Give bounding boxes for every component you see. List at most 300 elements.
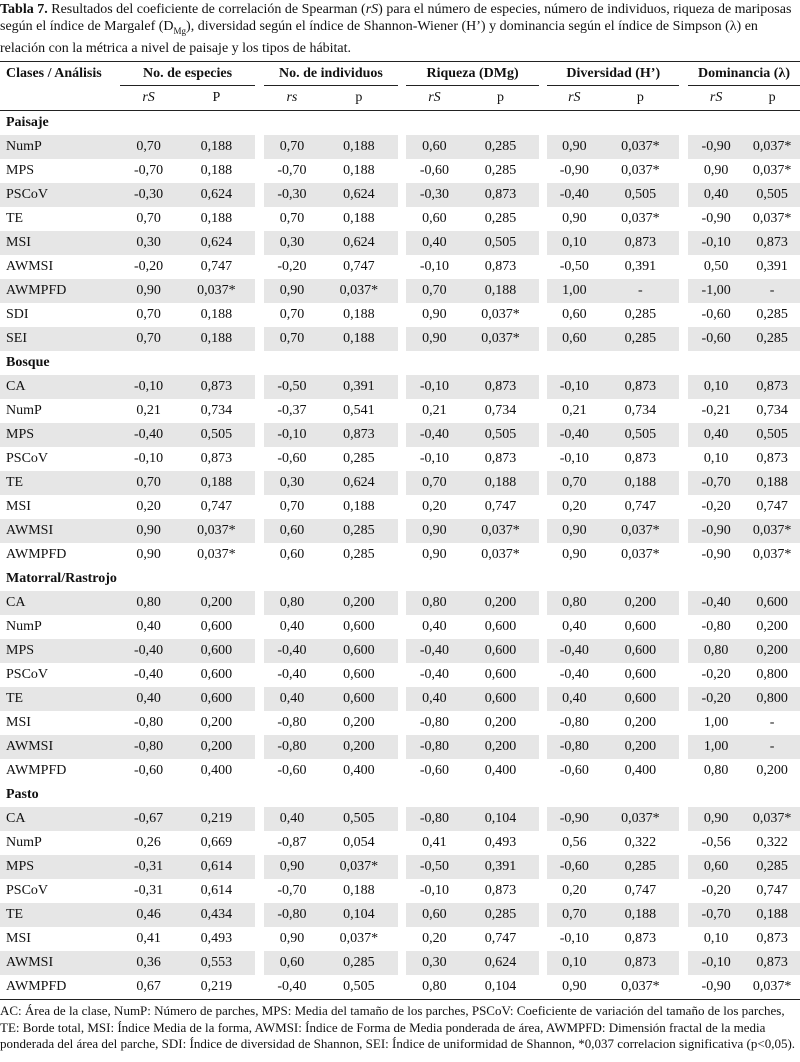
table-cell: -0,60 (419, 163, 450, 178)
table-row (0, 519, 800, 543)
table-cell: 0,20 (422, 931, 447, 946)
table-cell: -0,40 (264, 975, 320, 1000)
column-spacer (539, 135, 548, 159)
table-cell: -0,67 (120, 807, 178, 831)
table-cell: 0,747 (756, 883, 788, 898)
table-cell: 0,70 (406, 471, 462, 495)
table-cell: 0,391 (756, 259, 788, 274)
row-label: MPS (0, 423, 120, 447)
column-spacer (539, 591, 548, 615)
table-cell: 0,037* (601, 135, 679, 159)
table-row (0, 303, 800, 327)
table-cell: 0,600 (200, 619, 233, 634)
column-spacer (255, 591, 264, 615)
column-spacer (539, 615, 548, 639)
table-cell: 0,873 (601, 951, 679, 975)
column-spacer (255, 495, 264, 519)
table-cell: 0,188 (177, 471, 255, 495)
column-spacer (398, 735, 407, 759)
column-spacer (398, 183, 407, 207)
table-cell: 0,505 (320, 975, 398, 1000)
table-row (0, 279, 800, 303)
table-cell: -0,80 (406, 807, 462, 831)
table-cell: 0,70 (279, 499, 305, 514)
table-cell: 0,600 (320, 687, 398, 711)
table-cell: -0,60 (701, 307, 731, 322)
table-row (0, 879, 800, 903)
table-cell: 0,56 (562, 835, 587, 850)
table-row (0, 231, 800, 255)
table-cell: 0,037* (601, 807, 679, 831)
table-cell: 0,60 (547, 327, 601, 351)
table-cell: 0,873 (744, 951, 800, 975)
table-cell: 0,90 (136, 547, 161, 562)
column-spacer (539, 975, 548, 1000)
table-cell: -0,21 (701, 403, 731, 418)
table-cell: 0,188 (200, 307, 233, 322)
table-cell: -0,80 (701, 619, 731, 634)
row-label: TE (0, 903, 120, 927)
table-cell: 0,70 (136, 307, 161, 322)
table-cell: 0,873 (484, 259, 517, 274)
table-cell: 0,80 (406, 591, 462, 615)
column-spacer (679, 231, 688, 255)
table-cell: 0,200 (177, 735, 255, 759)
table-cell: 0,600 (177, 639, 255, 663)
row-label: MSI (6, 931, 31, 946)
table-cell: -0,10 (559, 931, 589, 946)
column-spacer (539, 399, 548, 423)
table-row (0, 207, 800, 231)
table-cell: 0,037* (752, 163, 792, 178)
table-cell: 0,10 (703, 931, 729, 946)
table-row (0, 399, 800, 423)
table-cell: 0,188 (343, 163, 375, 178)
table-cell: 0,322 (624, 835, 657, 850)
column-spacer (398, 231, 407, 255)
column-spacer (539, 231, 548, 255)
table-cell: 0,553 (177, 951, 255, 975)
table-cell: 0,41 (136, 931, 161, 946)
table-cell: 0,624 (462, 951, 538, 975)
column-spacer (679, 687, 688, 711)
column-spacer (539, 639, 548, 663)
table-cell: 0,037* (601, 519, 679, 543)
table-cell: 0,30 (120, 231, 178, 255)
column-spacer (255, 207, 264, 231)
row-label: AWMPFD (6, 763, 67, 778)
table-cell: 0,90 (422, 547, 447, 562)
column-spacer (255, 903, 264, 927)
column-spacer (539, 279, 548, 303)
table-cell: -0,90 (559, 163, 589, 178)
table-cell: -0,90 (701, 211, 731, 226)
column-spacer (398, 639, 407, 663)
table-cell: -0,70 (277, 883, 307, 898)
table-cell: 0,60 (688, 855, 744, 879)
table-cell: 0,624 (177, 183, 255, 207)
table-cell: 0,40 (279, 619, 305, 634)
column-spacer (255, 759, 264, 783)
table-cell: 0,80 (120, 591, 178, 615)
table-cell: -0,10 (264, 423, 320, 447)
table-cell: 0,285 (343, 547, 375, 562)
table-cell: 0,037* (320, 855, 398, 879)
table-cell: -0,60 (547, 855, 601, 879)
table-cell: -0,70 (688, 903, 744, 927)
table-cell: 0,26 (136, 835, 161, 850)
table-cell: -0,60 (277, 763, 307, 778)
table-cell: 0,21 (562, 403, 587, 418)
table-cell: -0,10 (419, 451, 450, 466)
table-cell: -0,40 (264, 639, 320, 663)
table-cell: 0,90 (688, 807, 744, 831)
column-spacer (255, 879, 264, 903)
column-spacer (679, 495, 688, 519)
table-cell: 0,285 (320, 951, 398, 975)
caption-text-1: Resultados del coeficiente de correlación de Spearman ( (47, 2, 366, 17)
column-spacer (398, 975, 407, 1000)
table-cell: 0,614 (177, 855, 255, 879)
table-cell: -0,40 (406, 423, 462, 447)
table-cell: 0,188 (462, 279, 538, 303)
table-cell: 0,90 (422, 307, 447, 322)
header-group-diversidad: Diversidad (H’) (547, 62, 679, 86)
table-cell: 0,60 (406, 903, 462, 927)
column-spacer (255, 639, 264, 663)
table-cell: 0,188 (744, 471, 800, 495)
table-row (0, 543, 800, 567)
table-cell: 0,037* (339, 931, 379, 946)
table-cell: 0,90 (279, 931, 305, 946)
table-cell: 0,037* (744, 975, 800, 1000)
header-group-especies: No. de especies (120, 62, 256, 86)
table-cell: 0,90 (264, 279, 320, 303)
table-cell: 0,285 (343, 451, 375, 466)
table-row (0, 663, 800, 687)
table-cell: -0,50 (264, 375, 320, 399)
table-cell: 0,600 (200, 667, 233, 682)
column-spacer (398, 159, 407, 183)
table-cell: 0,40 (264, 807, 320, 831)
table-cell: 0,285 (601, 855, 679, 879)
column-spacer (398, 687, 407, 711)
table-cell: 0,40 (688, 183, 744, 207)
table-cell: 0,734 (484, 403, 517, 418)
table-cell: 0,60 (279, 547, 305, 562)
column-spacer (539, 687, 548, 711)
table-cell: 0,200 (462, 735, 538, 759)
column-spacer (679, 855, 688, 879)
table-cell: -0,20 (134, 259, 164, 274)
table-cell: 0,747 (756, 499, 788, 514)
column-spacer (398, 471, 407, 495)
table-cell: 0,20 (136, 499, 161, 514)
table-cell: -1,00 (688, 279, 744, 303)
table-cell: 0,037* (320, 279, 398, 303)
caption-text-2: ) para el número de especies, número de individuos, riqueza de mariposas según el índice de Margalef (D (0, 2, 792, 34)
table-cell: 0,70 (264, 135, 320, 159)
row-label: AWMSI (0, 951, 120, 975)
table-row (0, 735, 800, 759)
table-cell: -0,30 (120, 183, 178, 207)
table-cell: -0,40 (277, 667, 307, 682)
column-spacer (679, 879, 688, 903)
column-spacer (255, 159, 264, 183)
header-group-individuos: No. de individuos (264, 62, 398, 86)
table-cell: 0,20 (422, 499, 447, 514)
table-cell: -0,31 (120, 855, 178, 879)
column-spacer (255, 951, 264, 975)
table-row (0, 255, 800, 279)
table-cell: 0,037* (462, 519, 538, 543)
table-cell: 0,30 (264, 471, 320, 495)
table-cell: -0,10 (688, 231, 744, 255)
column-spacer (539, 543, 548, 567)
table-cell: 0,493 (484, 835, 517, 850)
column-spacer (255, 423, 264, 447)
column-spacer (398, 423, 407, 447)
column-spacer (679, 975, 688, 1000)
table-cell: 0,40 (120, 687, 178, 711)
column-spacer (539, 711, 548, 735)
table-cell: -0,60 (277, 451, 307, 466)
column-spacer (679, 735, 688, 759)
column-spacer (255, 519, 264, 543)
column-spacer (679, 591, 688, 615)
table-cell: 0,285 (744, 855, 800, 879)
table-cell: 0,90 (120, 279, 178, 303)
column-spacer (539, 879, 548, 903)
table-cell: 0,873 (177, 375, 255, 399)
row-label: MSI (6, 499, 31, 514)
table-cell: 0,90 (547, 135, 601, 159)
table-cell: 0,41 (422, 835, 447, 850)
table-cell: 0,285 (462, 135, 538, 159)
table-cell: 0,285 (320, 519, 398, 543)
column-spacer (398, 279, 407, 303)
table-row (0, 759, 800, 783)
table-row (0, 807, 800, 831)
column-spacer (679, 639, 688, 663)
table-cell: 0,200 (343, 715, 375, 730)
table-cell: 0,600 (601, 639, 679, 663)
column-spacer (539, 495, 548, 519)
table-cell: -0,80 (406, 735, 462, 759)
table-cell: 0,747 (624, 883, 657, 898)
table-cell: 0,624 (320, 231, 398, 255)
row-label: AWMPFD (0, 279, 120, 303)
table-cell: 0,70 (547, 903, 601, 927)
table-cell: -0,90 (688, 519, 744, 543)
header-sub-cell: p (320, 86, 398, 111)
column-spacer (539, 759, 548, 783)
table-row (0, 471, 800, 495)
column-spacer (539, 207, 548, 231)
table-cell: 0,400 (200, 763, 233, 778)
column-spacer (679, 519, 688, 543)
table-cell: 0,037* (621, 163, 660, 178)
table-footnote: AC: Área de la clase, NumP: Número de parches, MPS: Media del tamaño de los parches, PSCoV: Coeficiente de variación del tamaño de los parches, TE: Borde total, MSI: Índice Media de la forma, AWMSI: Índice de Forma de Media ponderada de área, AWMPFD: Dimensión fractal de la media ponderada del área del parche, SDI: Índice de diversidad de Shannon, SEI: Índice de uniformidad de Shannon, *0,037 correlacion significativa (p<0,05). (0, 1003, 796, 1051)
table-cell: -0,70 (688, 471, 744, 495)
table-row (0, 927, 800, 951)
column-spacer (398, 327, 407, 351)
table-cell: 0,40 (136, 619, 161, 634)
table-cell: 0,037* (601, 975, 679, 1000)
table-cell: -0,90 (688, 975, 744, 1000)
section-header-row (0, 351, 800, 375)
table-cell: 0,669 (200, 835, 233, 850)
column-spacer (398, 207, 407, 231)
table-cell: 0,200 (484, 715, 517, 730)
table-cell: 0,600 (343, 667, 375, 682)
table-cell: 0,200 (744, 639, 800, 663)
table-cell: 0,873 (744, 375, 800, 399)
row-label: PSCoV (0, 183, 120, 207)
table-cell: 0,600 (484, 619, 517, 634)
table-cell: 0,50 (703, 259, 729, 274)
table-cell: 0,873 (601, 231, 679, 255)
table-cell: 0,90 (703, 163, 729, 178)
column-spacer (679, 375, 688, 399)
header-row-groups (0, 62, 800, 86)
column-spacer (398, 591, 407, 615)
table-cell: -0,30 (264, 183, 320, 207)
row-label: MPS (0, 855, 120, 879)
table-cell: 0,90 (120, 519, 178, 543)
column-spacer (679, 903, 688, 927)
table-cell: -0,40 (547, 423, 601, 447)
table-cell: 0,200 (756, 763, 788, 778)
table-cell: -0,10 (547, 375, 601, 399)
table-cell: 0,037* (177, 279, 255, 303)
row-label: TE (0, 687, 120, 711)
table-cell: 0,285 (484, 211, 517, 226)
table-cell: 0,600 (484, 667, 517, 682)
table-cell: 0,90 (547, 519, 601, 543)
table-cell: 0,037* (197, 547, 236, 562)
caption-label: Tabla 7. (0, 2, 48, 17)
table-cell: -0,80 (277, 715, 307, 730)
table-cell: -0,37 (277, 403, 307, 418)
table-cell: 0,873 (484, 883, 517, 898)
table-row (0, 591, 800, 615)
column-spacer (679, 255, 688, 279)
table-cell: 0,400 (343, 763, 375, 778)
header-class-column: Clases / Análisis (0, 62, 120, 86)
column-spacer (679, 711, 688, 735)
table-cell: -0,20 (688, 687, 744, 711)
column-spacer (255, 303, 264, 327)
table-cell: 0,200 (462, 591, 538, 615)
column-spacer (255, 399, 264, 423)
row-label: AWMSI (6, 259, 54, 274)
column-spacer (539, 447, 548, 471)
table-row (0, 135, 800, 159)
table-cell: 0,70 (406, 279, 462, 303)
table-cell: -0,60 (559, 763, 589, 778)
header-sub-cell: p (601, 86, 679, 111)
header-sub-cell: rS (120, 86, 178, 111)
row-label: MSI (0, 231, 120, 255)
table-cell: 0,600 (744, 591, 800, 615)
table-cell: 0,70 (120, 135, 178, 159)
table-cell: 0,391 (624, 259, 657, 274)
table-cell: 0,037* (752, 547, 792, 562)
column-spacer (398, 903, 407, 927)
table-row (0, 375, 800, 399)
column-spacer (398, 759, 407, 783)
table-cell: 0,104 (462, 807, 538, 831)
column-spacer (679, 543, 688, 567)
table-cell: -0,10 (688, 951, 744, 975)
column-spacer (398, 663, 407, 687)
header-sub-cell: rS (547, 86, 601, 111)
section-header-row (0, 783, 800, 807)
table-row (0, 951, 800, 975)
table-cell: -0,80 (134, 715, 164, 730)
table-cell: 0,054 (343, 835, 375, 850)
column-spacer (255, 615, 264, 639)
table-cell: -0,20 (277, 259, 307, 274)
table-cell: -0,10 (419, 883, 450, 898)
column-spacer (398, 519, 407, 543)
column-spacer (255, 279, 264, 303)
table-cell: 0,46 (120, 903, 178, 927)
table-body (0, 111, 800, 1000)
column-spacer (255, 447, 264, 471)
table-cell: 0,624 (320, 183, 398, 207)
table-cell: 0,104 (320, 903, 398, 927)
column-spacer (398, 375, 407, 399)
table-cell: 0,400 (484, 763, 517, 778)
table-cell: 0,188 (601, 471, 679, 495)
table-cell: 0,70 (120, 471, 178, 495)
column-spacer (539, 903, 548, 927)
section-title: Matorral/Rastrojo (6, 571, 117, 586)
table-cell: -0,90 (688, 135, 744, 159)
table-cell: -0,40 (120, 423, 178, 447)
table-cell: 0,600 (343, 619, 375, 634)
table-cell: 0,90 (547, 975, 601, 1000)
table-cell: 0,747 (484, 499, 517, 514)
table-row (0, 711, 800, 735)
table-caption (0, 0, 800, 57)
table-row (0, 183, 800, 207)
column-spacer (398, 951, 407, 975)
table-row (0, 615, 800, 639)
column-spacer (255, 735, 264, 759)
row-label: NumP (6, 835, 42, 850)
table-cell: 0,600 (462, 639, 538, 663)
table-cell: 0,40 (688, 423, 744, 447)
table-cell: 0,21 (136, 403, 161, 418)
column-spacer (255, 927, 264, 951)
table-cell: 0,188 (200, 211, 233, 226)
table-cell: 0,873 (624, 931, 657, 946)
column-spacer (679, 927, 688, 951)
table-cell: 1,00 (547, 279, 601, 303)
row-label: CA (0, 591, 120, 615)
column-spacer (539, 951, 548, 975)
table-cell: 0,188 (462, 471, 538, 495)
table-cell: 0,188 (320, 327, 398, 351)
column-spacer (679, 327, 688, 351)
table-cell: 0,037* (462, 327, 538, 351)
table-cell: 0,037* (752, 211, 792, 226)
column-spacer (255, 375, 264, 399)
column-spacer (255, 231, 264, 255)
